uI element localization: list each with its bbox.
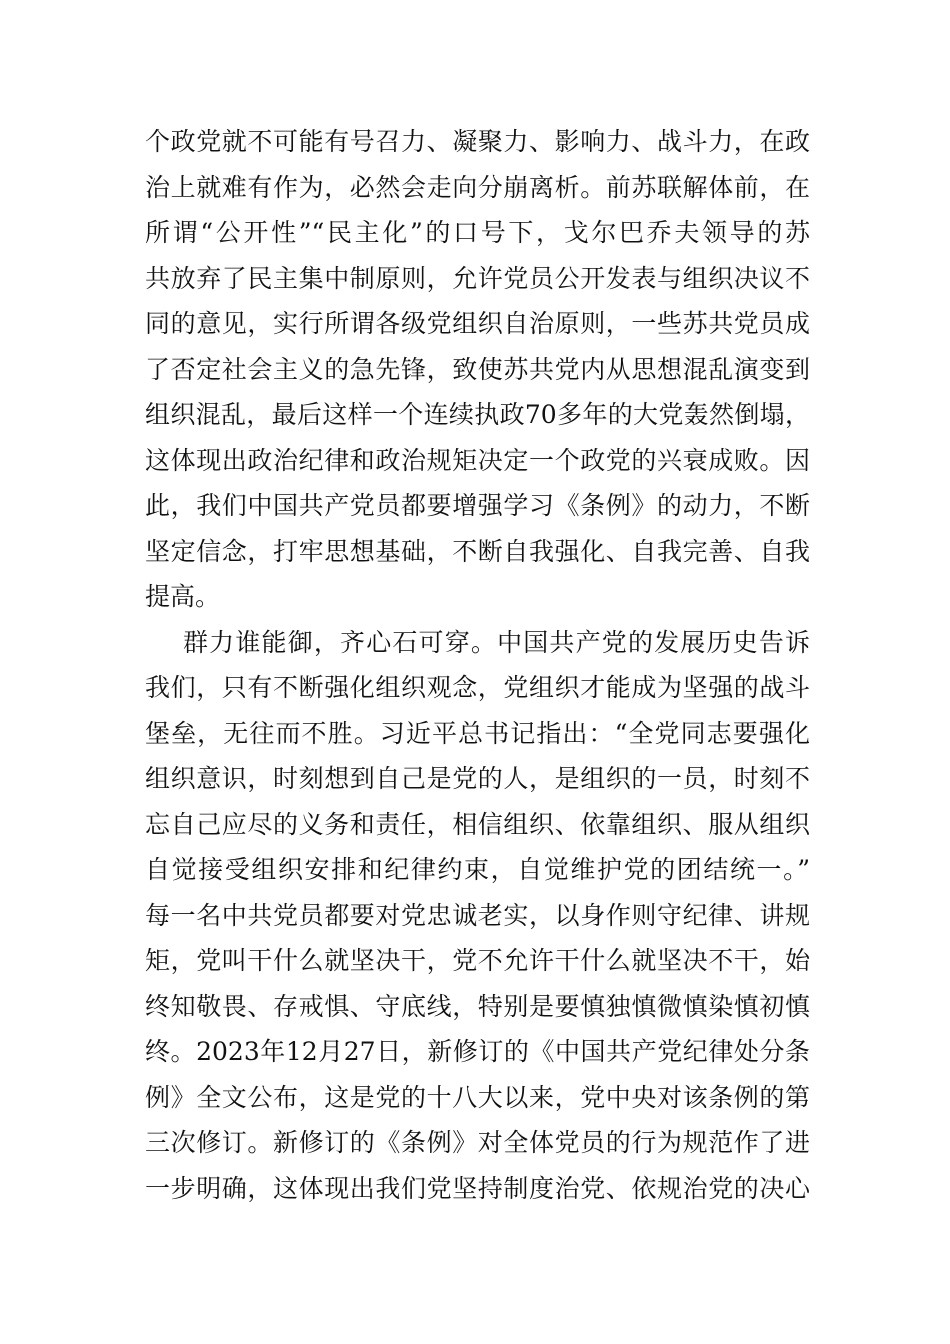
text-line: 每一名中共党员都要对党忠诚老实，以身作则守纪律、讲规 — [145, 900, 810, 930]
paragraph-1 — [145, 119, 810, 620]
text-line: 自觉接受组织安排和纪律约束，自觉维护党的团结统一。” — [145, 855, 810, 884]
text-line: 这体现出政治纪律和政治规矩决定一个政党的兴衰成败。因 — [145, 445, 810, 475]
text-line: 矩，党叫干什么就坚决干，党不允许干什么就坚决不干，始 — [145, 946, 810, 975]
text-line: 三次修订。新修订的《条例》对全体党员的行为规范作了进 — [145, 1128, 810, 1157]
text-line: 个政党就不可能有号召力、凝聚力、影响力、战斗力，在政 — [145, 127, 810, 156]
paragraph-2 — [145, 620, 810, 1212]
text-line: 忘自己应尽的义务和责任，相信组织、依靠组织、服从组织 — [145, 809, 810, 839]
text-line: 组织意识，时刻想到自己是党的人，是组织的一员，时刻不 — [145, 764, 810, 793]
text-line: 组织混乱，最后这样一个连续执政70多年的大党轰然倒塌， — [145, 400, 810, 429]
text-line: 提高。 — [145, 582, 221, 611]
text-line: 此，我们中国共产党员都要增强学习《条例》的动力，不断 — [145, 491, 810, 520]
text-line: 治上就难有作为，必然会走向分崩离析。前苏联解体前，在 — [145, 172, 810, 202]
text-line: 坚定信念，打牢思想基础，不断自我强化、自我完善、自我 — [145, 536, 810, 566]
text-line: 群力谁能御，齐心石可穿。中国共产党的发展历史告诉 — [183, 627, 810, 657]
text-line: 了否定社会主义的急先锋，致使苏共党内从思想混乱演变到 — [145, 354, 810, 384]
text-line: 共放弃了民主集中制原则，允许党员公开发表与组织决议不 — [145, 263, 810, 293]
text-line: 终。2023年12月27日，新修订的《中国共产党纪律处分条 — [145, 1037, 810, 1066]
body-text — [145, 119, 810, 1211]
text-line: 堡垒，无往而不胜。习近平总书记指出：“全党同志要强化 — [145, 718, 810, 748]
text-line: 同的意见，实行所谓各级党组织自治原则，一些苏共党员成 — [145, 309, 810, 338]
text-line: 我们，只有不断强化组织观念，党组织才能成为坚强的战斗 — [145, 673, 810, 702]
text-line: 所谓“公开性”“民主化”的口号下，戈尔巴乔夫领导的苏 — [145, 218, 810, 247]
text-line: 一步明确，这体现出我们党坚持制度治党、依规治党的决心 — [145, 1173, 810, 1203]
text-line: 终知敬畏、存戒惧、守底线，特别是要慎独慎微慎染慎初慎 — [145, 991, 810, 1021]
text-line: 例》全文公布，这是党的十八大以来，党中央对该条例的第 — [145, 1082, 810, 1112]
